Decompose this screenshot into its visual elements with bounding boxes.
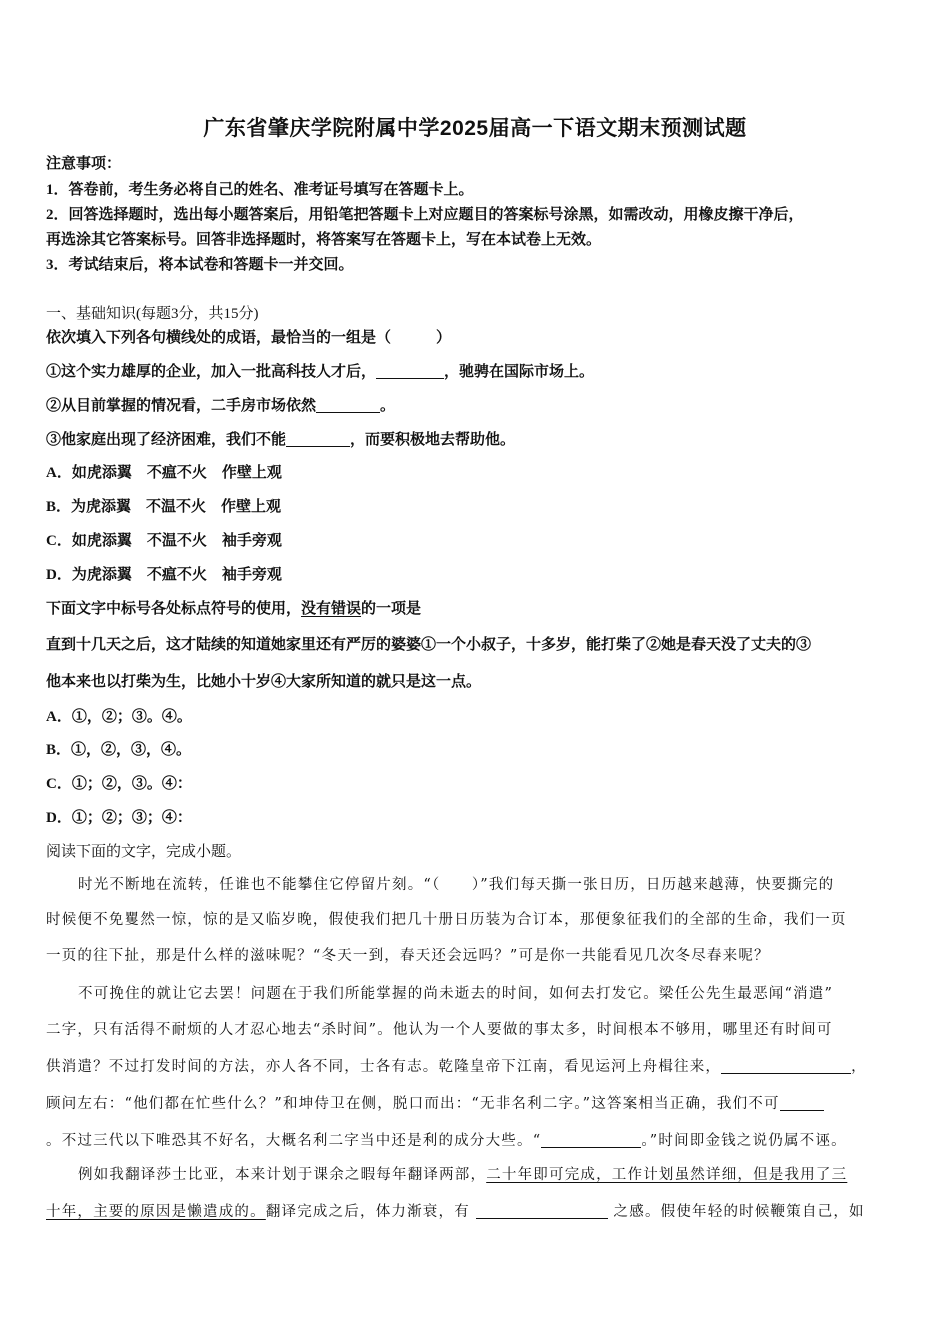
option-word: 为虎添翼 bbox=[71, 567, 132, 583]
answer-blank bbox=[476, 1204, 608, 1220]
notice-item-2: 2．回答选择题时，选出每小题答案后，用铅笔把答题卡上对应题目的答案标号涂黑，如需改动，用橡皮擦干净后， bbox=[46, 207, 804, 223]
paragraph-text: 。”时间即金钱之说仍属不诬。 bbox=[641, 1133, 847, 1149]
question-2-text-line-1: 直到十几天之后，这才陆续的知道她家里还有严厉的婆婆①一个小叔子，十多岁，能打柴了②她是春天没了丈夫的③ bbox=[46, 637, 812, 653]
question-1-sentence-3 bbox=[46, 428, 515, 449]
answer-blank bbox=[541, 1133, 641, 1149]
reading-paragraph-2-line-2: 二字，只有活得不耐烦的人才忍心地去“杀时间”。他认为一个人要做的事太多，时间根本不够用，哪里还有时间可 bbox=[46, 1022, 833, 1038]
sentence-text: ②从目前掌握的情况看，二手房市场依然 bbox=[46, 398, 317, 414]
question-1-option-b[interactable] bbox=[46, 495, 281, 516]
reading-paragraph-2-line-4 bbox=[46, 1092, 824, 1113]
option-label: B． bbox=[46, 499, 72, 515]
option-word: 为虎添翼 bbox=[71, 499, 132, 515]
answer-blank bbox=[286, 431, 350, 447]
paragraph-text: ， bbox=[851, 1059, 867, 1075]
stem-text: 下面文字中标号各处标点符号的使用， bbox=[46, 601, 302, 617]
question-2-text-line-2: 他本来也以打柴为生，比她小十岁④大家所知道的就只是这一点。 bbox=[46, 674, 482, 690]
question-1-sentence-1 bbox=[46, 360, 594, 381]
notice-item-3: 3．考试结束后，将本试卷和答题卡一并交回。 bbox=[46, 257, 354, 273]
reading-paragraph-1-line-2: 时候便不免矍然一惊，惊的是又临岁晚，假使我们把几十册日历装为合订本，那便象征我们的全部的生命，我们一页 bbox=[46, 912, 847, 928]
sentence-text: ③他家庭出现了经济困难，我们不能 bbox=[46, 432, 287, 448]
reading-paragraph-3-line-1 bbox=[78, 1163, 847, 1184]
paragraph-text: 。不过三代以下唯恐其不好名，大概名利二字当中还是利的成分大些。“ bbox=[46, 1133, 542, 1149]
stem-text: 的一项是 bbox=[361, 601, 422, 617]
question-2-stem bbox=[46, 597, 421, 618]
question-2-option-b[interactable] bbox=[46, 738, 191, 759]
answer-blank bbox=[780, 1096, 824, 1112]
question-1-stem: 依次填入下列各句横线处的成语，最恰当的一组是（ ） bbox=[46, 330, 452, 346]
question-2-option-a[interactable] bbox=[46, 705, 192, 726]
paragraph-text: 供消遣？不过打发时间的方法，亦人各不同，士各有志。乾隆皇帝下江南，看见运河上舟楫往来， bbox=[46, 1059, 722, 1075]
paragraph-text: 例如我翻译莎士比亚，本来计划于课余之暇每年翻译两部， bbox=[78, 1167, 487, 1183]
option-word: 作壁上观 bbox=[221, 499, 282, 515]
option-text: ①；②，③。④： bbox=[71, 776, 192, 792]
option-word: 不瘟不火 bbox=[146, 465, 207, 481]
option-word: 不温不火 bbox=[146, 499, 207, 515]
option-word: 作壁上观 bbox=[221, 465, 282, 481]
option-label: A． bbox=[46, 709, 72, 725]
notice-item-1: 1．答卷前，考生务必将自己的姓名、准考证号填写在答题卡上。 bbox=[46, 182, 474, 198]
option-label: B． bbox=[46, 742, 72, 758]
sentence-text: ，而要积极地去帮助他。 bbox=[350, 432, 516, 448]
option-word: 不瘟不火 bbox=[146, 567, 207, 583]
option-word: 不温不火 bbox=[146, 533, 207, 549]
option-word: 如虎添翼 bbox=[71, 533, 132, 549]
option-label: C． bbox=[46, 776, 72, 792]
option-label: D． bbox=[46, 567, 72, 583]
reading-paragraph-2-line-1: 不可挽住的就让它去罢！问题在于我们所能掌握的尚未逝去的时间，如何去打发它。梁任公先生最恶闻“消遣” bbox=[78, 986, 834, 1002]
paragraph-text: 翻译完成之后，体力渐衰，有 bbox=[265, 1204, 470, 1220]
question-1-sentence-2 bbox=[46, 394, 395, 415]
question-1-option-a[interactable] bbox=[46, 461, 282, 482]
underlined-sentence: 十年，主要的原因是懒遣成的。 bbox=[46, 1204, 266, 1220]
section-heading: 一、基础知识(每题3分，共15分) bbox=[46, 306, 259, 322]
option-label: D． bbox=[46, 810, 72, 826]
reading-paragraph-1-line-3: 一页的往下扯，那是什么样的滋味呢？“冬天一到，春天还会远吗？”可是你一共能看见几次冬尽春来呢？ bbox=[46, 948, 770, 964]
option-text: ①，②，③，④。 bbox=[71, 742, 192, 758]
underlined-sentence: 二十年即可完成，工作计划虽然详细，但是我用了三 bbox=[486, 1167, 848, 1183]
option-text: ①；②；③；④： bbox=[71, 810, 192, 826]
question-2-option-d[interactable] bbox=[46, 806, 192, 827]
reading-paragraph-1-line-1: 时光不断地在流转，任谁也不能攀住它停留片刻。“（ ）”我们每天撕一张日历，日历越来越薄，快要撕完的 bbox=[78, 877, 835, 893]
option-word: 袖手旁观 bbox=[221, 533, 282, 549]
option-label: C． bbox=[46, 533, 72, 549]
answer-blank bbox=[316, 397, 380, 413]
option-word: 袖手旁观 bbox=[221, 567, 282, 583]
sentence-text: ①这个实力雄厚的企业，加入一批高科技人才后， bbox=[46, 364, 377, 380]
answer-blank bbox=[721, 1059, 851, 1075]
answer-blank bbox=[376, 363, 444, 379]
paragraph-text: 顾问左右：“他们都在忙些什么？”和坤侍卫在侧，脱口而出：“无非名利二字。”这答案相当正确，我们不可 bbox=[46, 1096, 780, 1112]
stem-emphasis: 没有错误 bbox=[301, 601, 362, 617]
notice-item-2-cont: 再选涂其它答案标号。回答非选择题时，将答案写在答题卡上，写在本试卷上无效。 bbox=[46, 232, 602, 248]
question-2-option-c[interactable] bbox=[46, 772, 192, 793]
sentence-text: ，驰骋在国际市场上。 bbox=[444, 364, 595, 380]
sentence-text: 。 bbox=[380, 398, 396, 414]
page-title: 广东省肇庆学院附属中学2025届高一下语文期末预测试题 bbox=[203, 117, 747, 140]
option-text: ①，②；③。④。 bbox=[71, 709, 192, 725]
option-label: A． bbox=[46, 465, 72, 481]
reading-paragraph-2-line-3 bbox=[46, 1055, 867, 1076]
question-1-option-d[interactable] bbox=[46, 563, 282, 584]
reading-intro: 阅读下面的文字，完成小题。 bbox=[46, 844, 242, 860]
option-word: 如虎添翼 bbox=[71, 465, 132, 481]
reading-paragraph-2-line-5 bbox=[46, 1129, 847, 1150]
paragraph-text: 之感。假使年轻的时候鞭策自己，如 bbox=[613, 1204, 865, 1220]
question-1-option-c[interactable] bbox=[46, 529, 282, 550]
reading-paragraph-3-line-2 bbox=[46, 1200, 865, 1221]
notice-heading: 注意事项： bbox=[46, 156, 122, 172]
